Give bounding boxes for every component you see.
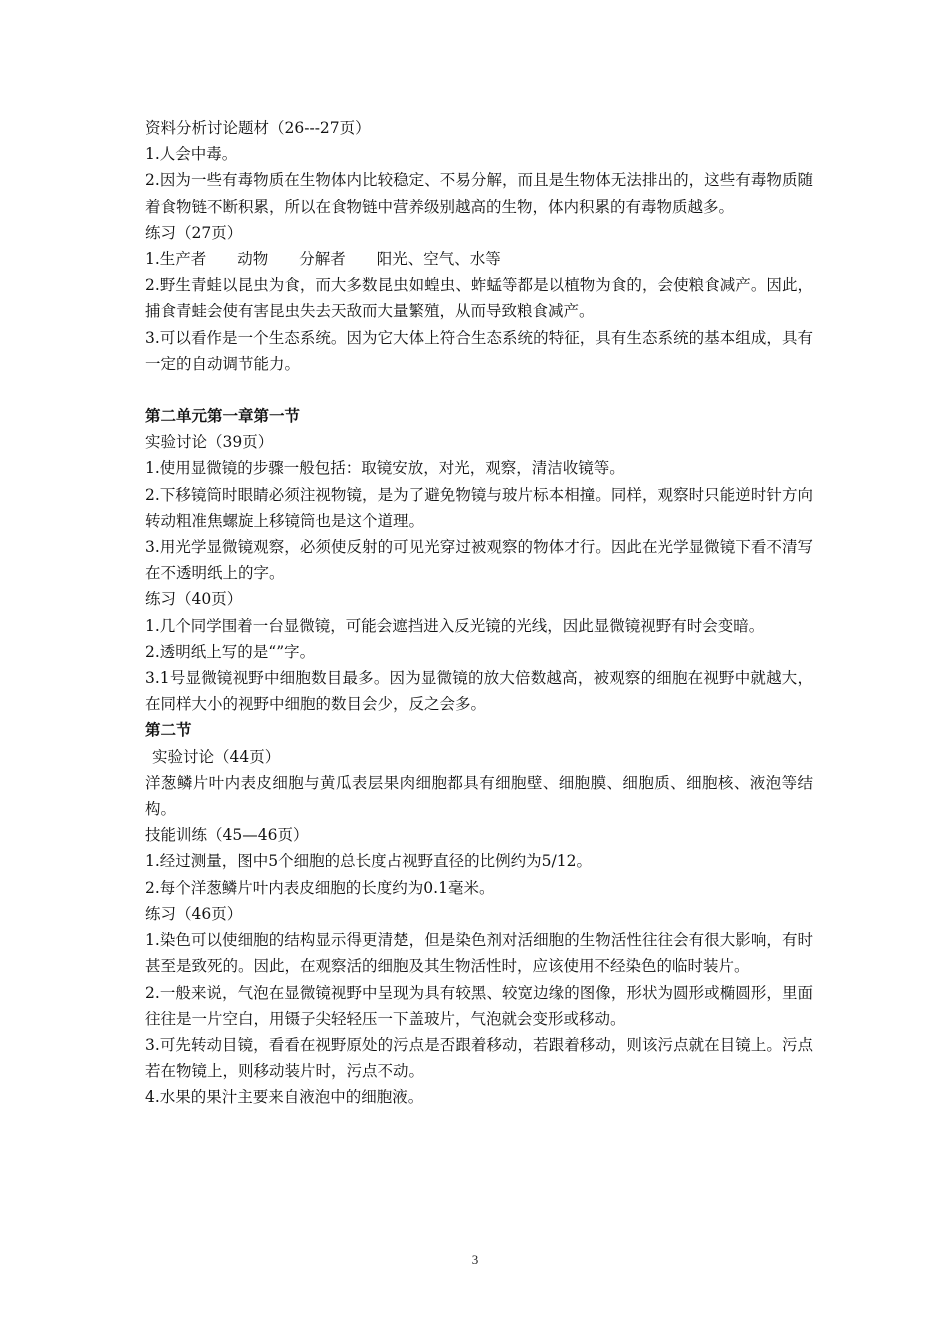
skill-heading: 技能训练（45—46页）: [145, 826, 309, 845]
answer-item: 3.可以看作是一个生态系统。因为它大体上符合生态系统的特征，具有生态系统的基本组成，具有一定的自动调节能力。: [145, 328, 813, 373]
answer-item: 2.透明纸上写的是“”字。: [145, 642, 316, 661]
experiment-heading: 实验讨论（44页）: [152, 747, 281, 766]
answer-item: 2.因为一些有毒物质在生物体内比较稳定、不易分解，而且是生物体无法排出的，这些有毒物质随着食物链不断积累，所以在食物链中营养级别越高的生物，体内积累的有毒物质越多。: [145, 171, 813, 216]
spacer: [145, 377, 813, 403]
unit-title: 第二单元第一章第一节: [145, 406, 301, 426]
answer-item: 3.1号显微镜视野中细胞数目最多。因为显微镜的放大倍数越高，被观察的细胞在视野中就越大，在同样大小的视野中细胞的数目会少，反之会多。: [145, 669, 813, 714]
answer-item: 4.水果的果汁主要来自液泡中的细胞液。: [145, 1088, 424, 1107]
experiment-heading: 实验讨论（39页）: [145, 433, 274, 452]
answer-item: 2.下移镜筒时眼睛必须注视物镜，是为了避免物镜与玻片标本相撞。同样，观察时只能逆时针方向转动粗准焦螺旋上移镜筒也是这个道理。: [145, 485, 813, 530]
answer-item: 1.使用显微镜的步骤一般包括：取镜安放，对光，观察，清洁收镜等。: [145, 459, 625, 478]
answer-item: 2.每个洋葱鳞片叶内表皮细胞的长度约为0.1毫米。: [145, 878, 495, 897]
answer-item: 2.一般来说，气泡在显微镜视野中呈现为具有较黑、较宽边缘的图像，形状为圆形或椭圆形，里面往往是一片空白，用镊子尖轻轻压一下盖玻片，气泡就会变形或移动。: [145, 983, 813, 1028]
answer-item: 1.生产者 动物 分解者 阳光、空气、水等: [145, 250, 501, 269]
answer-item: 3.可先转动目镜，看看在视野原处的污点是否跟着移动，若跟着移动，则该污点就在目镜上。污点若在物镜上，则移动装片时，污点不动。: [145, 1035, 813, 1081]
answer-item: 1.几个同学围着一台显微镜，可能会遮挡进入反光镜的光线，因此显微镜视野有时会变暗。: [145, 616, 765, 635]
exercise-heading: 练习（27页）: [145, 223, 243, 242]
exercise-heading: 练习（46页）: [145, 904, 243, 923]
answer-item: 3.用光学显微镜观察，必须使反射的可见光穿过被观察的物体才行。因此在光学显微镜下看不清写在不透明纸上的字。: [145, 538, 813, 583]
exercise-heading: 练习（40页）: [145, 590, 243, 609]
page-content: [145, 115, 813, 1111]
answer-item: 1.人会中毒。: [145, 145, 238, 164]
answer-item: 1.染色可以使细胞的结构显示得更清楚，但是染色剂对活细胞的生物活性往往会有很大影响，有时甚至是致死的。因此，在观察活的细胞及其生物活性时，应该使用不经染色的临时装片。: [145, 931, 813, 976]
answer-item: 1.经过测量，图中5个细胞的总长度占视野直径的比例约为5/12。: [145, 852, 592, 871]
section-title: 第二节: [145, 720, 192, 740]
answer-item: 2.野生青蛙以昆虫为食，而大多数昆虫如蝗虫、蚱蜢等都是以植物为食的，会使粮食减产。因此，捕食青蛙会使有害昆虫失去天敌而大量繁殖，从而导致粮食减产。: [145, 276, 813, 321]
section-heading: 资料分析讨论题材（26---27页）: [145, 119, 371, 137]
page-number: 3: [471, 1252, 479, 1267]
answer-paragraph: 洋葱鳞片叶内表皮细胞与黄瓜表层果肉细胞都具有细胞壁、细胞膜、细胞质、细胞核、液泡等结构。: [145, 773, 813, 819]
